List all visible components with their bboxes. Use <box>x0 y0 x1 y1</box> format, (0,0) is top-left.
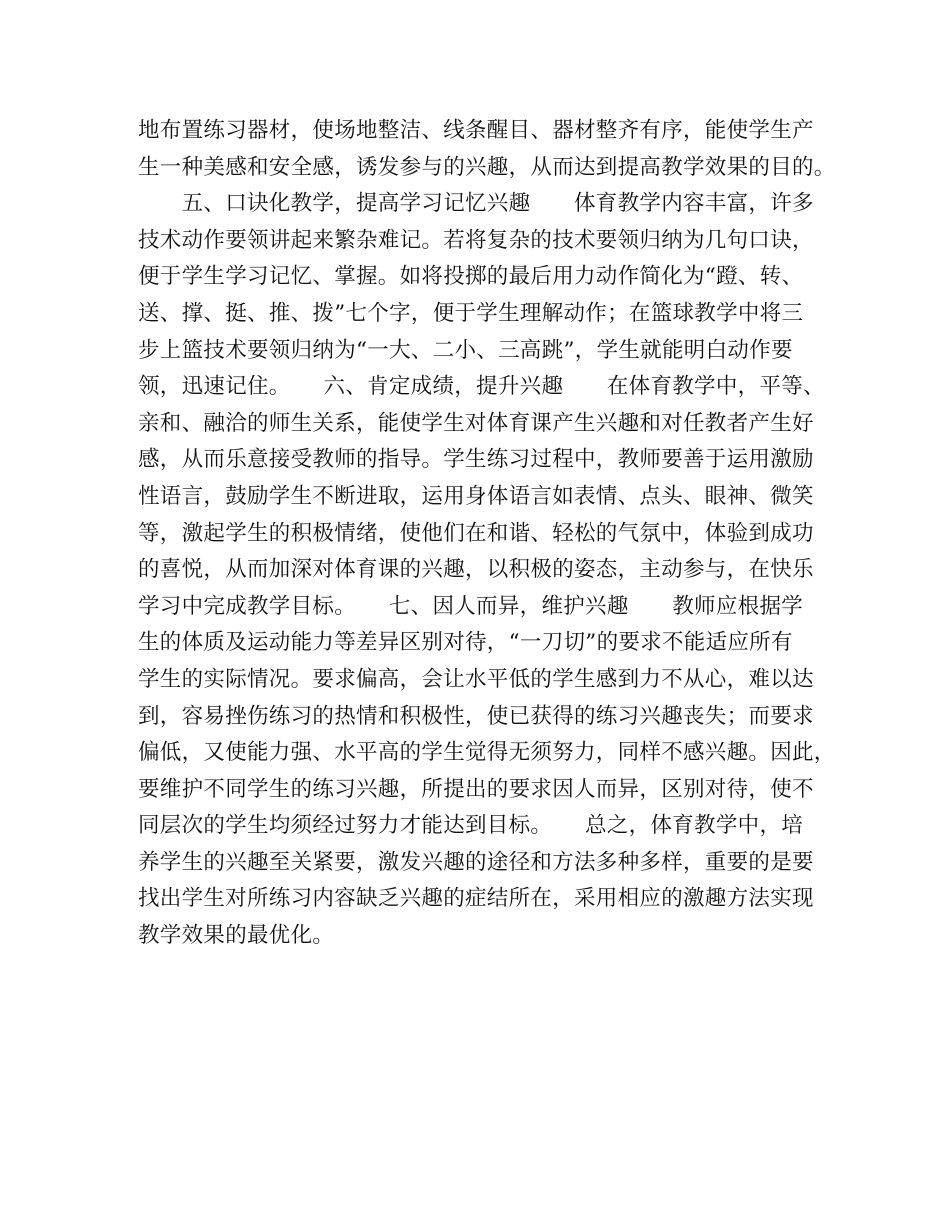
text-line: 便于学生学习记忆、掌握。如将投掷的最后用力动作简化为“蹬、转、 <box>138 264 804 290</box>
text-line: 学习中完成教学目标。 七、因人而异，维护兴趣 教师应根据学 <box>138 593 804 619</box>
text-line: 等，激起学生的积极情绪，使他们在和谐、轻松的气氛中，体验到成功 <box>138 520 814 546</box>
text-line: 亲和、融洽的师生关系，能使学生对体育课产生兴趣和对任教者产生好 <box>138 410 814 436</box>
text-line: 生一种美感和安全感，诱发参与的兴趣，从而达到提高教学效果的目的。 <box>138 154 836 180</box>
text-line: 地布置练习器材，使场地整洁、线条醒目、器材整齐有序，能使学生产 <box>138 118 814 143</box>
text-line: 找出学生对所练习内容缺乏兴趣的症结所在，采用相应的激趣方法实现 <box>138 886 814 912</box>
text-line: 感，从而乐意接受教师的指导。学生练习过程中，教师要善于运用激励 <box>138 447 814 473</box>
text-line: 养学生的兴趣至关紧要，激发兴趣的途径和方法多种多样，重要的是要 <box>138 849 814 875</box>
text-line: 要维护不同学生的练习兴趣，所提出的要求因人而异，区别对待，使不 <box>138 776 814 802</box>
text-line: 领，迅速记住。 六、肯定成绩，提升兴趣 在体育教学中，平等、 <box>138 374 825 400</box>
text-line: 生的体质及运动能力等差异区别对待，“一刀切”的要求不能适应所有 <box>138 630 793 656</box>
text-line: 偏低，又使能力强、水平高的学生觉得无须努力，同样不感兴趣。因此， <box>138 740 836 766</box>
text-line: 五、口诀化教学，提高学习记忆兴趣 体育教学内容丰富，许多 <box>138 191 814 217</box>
text-line: 同层次的学生均须经过努力才能达到目标。 总之，体育教学中，培 <box>138 813 804 839</box>
text-line: 的喜悦，从而加深对体育课的兴趣，以积极的姿态，主动参与，在快乐 <box>138 557 814 583</box>
text-line: 技术动作要领讲起来繁杂难记。若将复杂的技术要领归纳为几句口诀， <box>138 227 814 253</box>
text-line: 送、撑、挺、推、拨”七个字，便于学生理解动作；在篮球教学中将三 <box>138 300 804 326</box>
text-line: 教学效果的最优化。 <box>138 923 335 949</box>
body-text <box>138 113 836 955</box>
text-line: 步上篮技术要领归纳为“一大、二小、三高跳”，学生就能明白动作要 <box>138 337 793 363</box>
text-line: 学生的实际情况。要求偏高，会让水平低的学生感到力不从心，难以达 <box>138 666 814 692</box>
text-line: 到，容易挫伤练习的热情和积极性，使已获得的练习兴趣丧失；而要求 <box>138 703 814 729</box>
text-line: 性语言，鼓励学生不断进取，运用身体语言如表情、点头、眼神、微笑 <box>138 483 814 509</box>
